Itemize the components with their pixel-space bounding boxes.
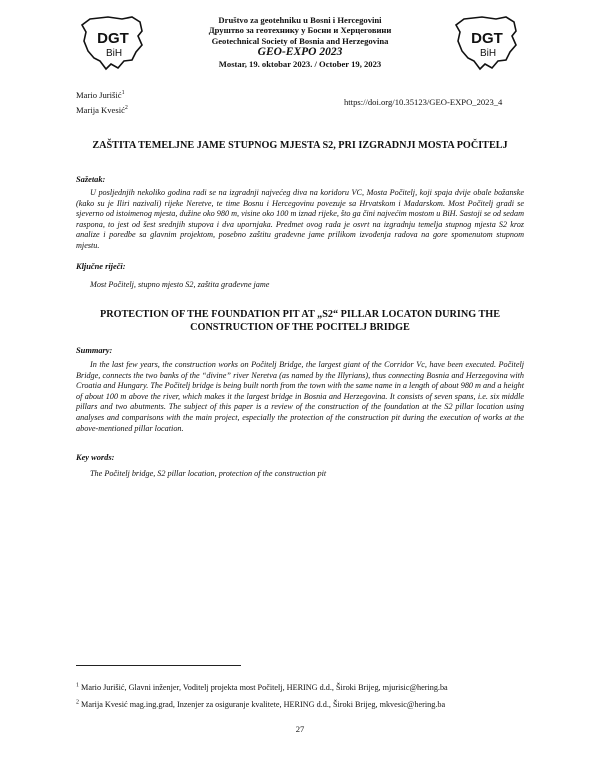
conference-date: Mostar, 19. oktobar 2023. / October 19, 2023 [218, 59, 382, 70]
society-name-english: Geotechnical Society of Bosnia and Herzegovina [211, 35, 389, 46]
footnote-1: $^1$ Mario Jurišić, Glavni inženjer, Voditelj projekta most Počitelj, HERING d.d., Široki Brijeg, mjurisic@hering.ba [76, 682, 448, 692]
keywords-label-local: Ključne riječi: [76, 262, 126, 271]
society-header [160, 15, 440, 70]
logo-left-text-bottom: BiH [105, 48, 123, 59]
logo-left-text-top: DGT [97, 30, 129, 47]
bosnia-map-logo-icon [450, 14, 524, 72]
footnote-2: $^2$ Marija Kvesić mag.ing.grad, Inzenjer za osiguranje kvalitete, HERING d.d., Široki Brijeg, mkvesic@hering.ba [76, 699, 446, 709]
dgt-bih-logo-left [76, 14, 150, 72]
paper-title-english: PROTECTION OF THE FOUNDATION PIT AT „S2“ PILLAR LOCATON DURING THE CONSTRUCTION OF THE POCITELJ BRIDGE [99, 309, 501, 333]
keywords-english: The Počitelj bridge, S2 pillar location, protection of the construction pit [90, 469, 327, 478]
conference-name: GEO-EXPO 2023 [257, 46, 343, 59]
logo-right-text-top: DGT [471, 30, 503, 47]
footnote-divider [76, 665, 241, 666]
abstract-label-local: Sažetak: [76, 175, 106, 184]
keywords-label-english: Key words: [76, 453, 115, 462]
logo-right-text-bottom: BiH [479, 48, 497, 59]
dgt-bih-logo-right [450, 14, 524, 72]
doi-link[interactable]: https://doi.org/10.35123/GEO-EXPO_2023_4 [344, 97, 503, 107]
abstract-local: U posljednjih nekoliko godina radi se na izgradnji najvećeg diva na koridoru VC, Mosta Počitelj, koji spaja dvije obale božanske (kako su je Iliri nazivali) rijeke Neretve, te time Bosnu i Hercegovinu povezuje sa Hrvatskom i Madarskom. Most Počitelj gradi se sjeverno od istoimenog mjesta, dužine oko 980 m, visine oko 100 m iznad rijeke, što ga čini najvećim mostom u BiH. Sastoji se od sedam raspona, to jest od šest srednjih stupova i dva upornjaka. Predmet ovog rada je osvrt na izgradnju temelja stupnog mjesta S2 kroz analize i poredbe sa glavnim projektom, posebno zaštitu građevne jame prilikom izvođenja radova na gore spomenutom stupnom mjestu. [76, 188, 524, 250]
bosnia-map-logo-icon [76, 14, 150, 72]
abstract-english: In the last few years, the construction works on Počitelj Bridge, the largest giant of the Corridor Vc, have been executed. Počitelj Bridge, connects the two banks of the “divine” river Neretva (as named by the Illyrians), thus connecting Bosnia and Herzegovina with Croatia and Hungary. The Počitelj bridge is being built north from the town with the same name in a length of about 980 m and a height of about 100 m above the river, which makes it the largest bridge in Bosnia and Herzegovina. It consists of seven spans, i.e. six middle pillars and two abutments. The subject of this paper is a review of the construction of the foundation at the S2 pillar location using analyses and comparisons with the main project, especially the protection of the construction pit during the execution of works at the above-mentioned pillar location. [76, 360, 524, 433]
abstract-label-english: Summary: [76, 346, 113, 355]
society-name-local: Društvo za geotehniku u Bosni i Hercegovini [218, 15, 382, 25]
page-number: 27 [295, 724, 305, 734]
society-name-cyrillic: Друштво за геотехнику у Босни и Херцеговини [208, 25, 392, 36]
paper-title-local: ZAŠTITA TEMELJNE JAME STUPNOG MJESTA S2, PRI IZGRADNJI MOSTA POČITELJ [92, 140, 508, 151]
author-list [76, 88, 128, 118]
author-2: Marija Kvesić$^2$ [76, 105, 128, 115]
keywords-local: Most Počitelj, stupno mjesto S2, zaštita građevne jame [90, 280, 270, 289]
author-1: Mario Jurišić$^1$ [76, 90, 125, 100]
